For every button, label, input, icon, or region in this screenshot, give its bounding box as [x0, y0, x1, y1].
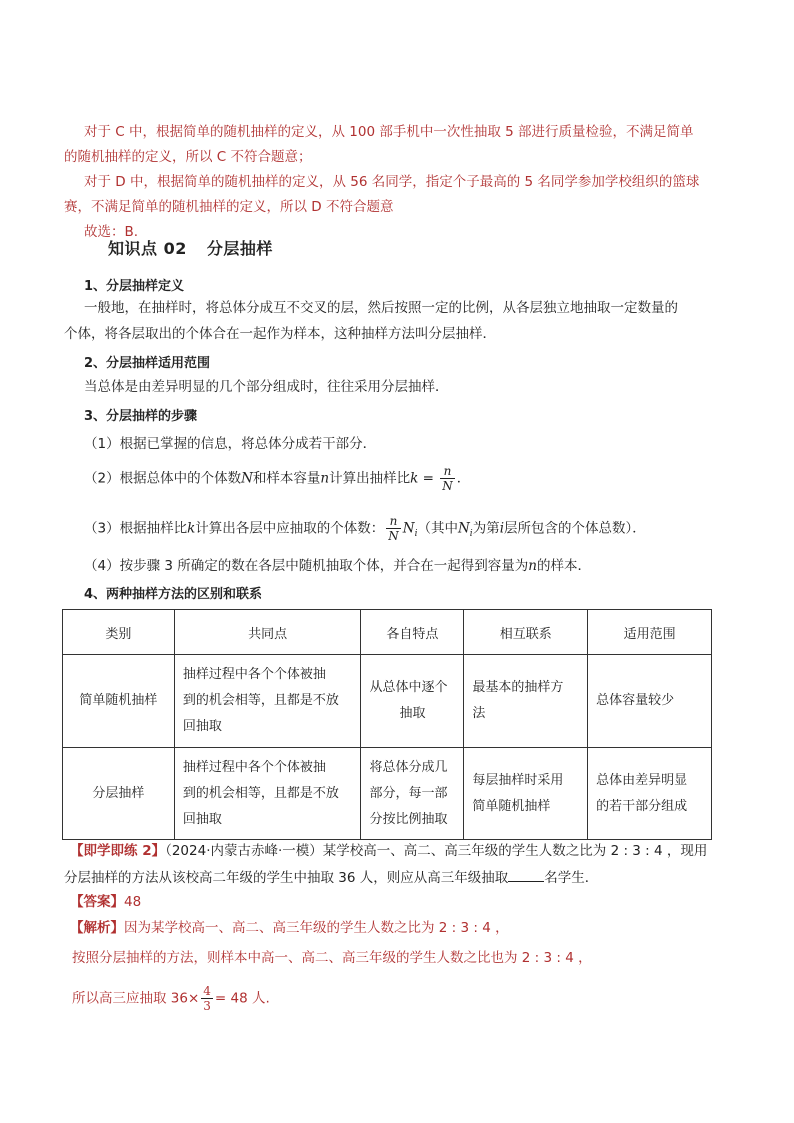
table-header: 各自特点: [361, 610, 464, 655]
intro-line-2: 的随机抽样的定义，所以 C 不符合题意；: [64, 149, 312, 165]
fraction-n-over-N: $\frac{n}{N}$: [442, 464, 453, 493]
sec3-title: 3、分层抽样的步骤: [84, 409, 198, 424]
intro-line-1: 对于 C 中，根据简单的随机抽样的定义，从 100 部手机中一次性抽取 5 部进行质量检验，不满足简单: [84, 124, 694, 140]
table-cell: 每层抽样时采用 简单随机抽样: [464, 748, 588, 840]
practice-line-2: 分层抽样的方法从该校高二年级的学生中抽取 36 人，则应从高三年级抽取 名学生．: [64, 870, 599, 886]
heading-index: 知识点 02: [108, 239, 187, 258]
answer-line: [70, 892, 740, 912]
sec4-title: 4、两种抽样方法的区别和联系: [84, 587, 263, 602]
answer-blank: [508, 869, 544, 882]
sec1-p2: 个体，将各层取出的个体合在一起作为样本，这种抽样方法叫分层抽样．: [64, 326, 496, 342]
sec3-step4: （4）按步骤 3 所确定的数在各层中随机抽取个体，并合在一起得到容量为n的样本．: [84, 558, 591, 574]
table-cell: 简单随机抽样: [63, 655, 175, 748]
table-header-row: [63, 610, 712, 655]
table-cell: 总体由差异明显 的若干部分组成: [588, 748, 712, 840]
analysis-tag: 【解析】: [70, 920, 124, 936]
section-heading: [108, 236, 273, 259]
fraction-n-over-N-2: $\frac{n}{N}$: [388, 514, 399, 543]
table-header: 类别: [63, 610, 175, 655]
heading-title: 分层抽样: [206, 239, 273, 258]
table-cell: 最基本的抽样方 法: [464, 655, 588, 748]
sec3-step1: （1）根据已掌握的信息，将总体分成若干部分．: [84, 436, 377, 452]
table-cell: 抽样过程中各个个体被抽 到的机会相等，且都是不放 回抽取: [174, 748, 361, 840]
sec3-step3: （3）根据抽样比k计算出各层中应抽取的个体数： $\frac{n}{N}$ $N_i$（其中$N_i$为第i层所包含的个体总数）．: [84, 514, 646, 543]
table-header: 共同点: [174, 610, 361, 655]
answer-value: 48: [124, 894, 142, 910]
analysis-line-2: 按照分层抽样的方法，则样本中高一、高二、高三年级的学生人数之比也为 2 : 3 : 4 ，: [72, 950, 592, 966]
sec2-title: 2、分层抽样适用范围: [84, 356, 211, 371]
table-cell: 将总体分成几 部分，每一部 分按比例抽取: [361, 748, 464, 840]
analysis-line-3: 所以高三应抽取 36× $\frac{4}{3}$ = 48 人.: [72, 984, 270, 1013]
sec3-step2: （2）根据总体中的个体数N和样本容量n计算出抽样比k = $\frac{n}{N}$ ．: [84, 464, 471, 493]
table-row: [63, 655, 712, 748]
sec2-p1: 当总体是由差异明显的几个部分组成时，往往采用分层抽样．: [84, 379, 449, 395]
table-cell: 从总体中逐个 抽取: [361, 655, 464, 748]
comparison-table: [62, 609, 712, 840]
table-cell: 抽样过程中各个个体被抽 到的机会相等，且都是不放 回抽取: [174, 655, 361, 748]
intro-line-3: 对于 D 中，根据简单的随机抽样的定义，从 56 名同学，指定个子最高的 5 名同学参加学校组织的篮球: [84, 174, 700, 190]
analysis-line-1: 【解析】因为某学校高一、高二、高三年级的学生人数之比为 2 : 3 : 4 ，: [70, 920, 509, 936]
table-header: 相互联系: [464, 610, 588, 655]
table-header: 适用范围: [588, 610, 712, 655]
fraction-4-over-3: $\frac{4}{3}$: [203, 984, 211, 1013]
table-cell: 总体容量较少: [588, 655, 712, 748]
practice-line-1: 【即学即练 2】（2024·内蒙古赤峰·一模）某学校高一、高二、高三年级的学生人数之比为 2 : 3 : 4 ，现用: [70, 843, 708, 859]
practice-tag: 【即学即练 2】: [70, 843, 166, 859]
table-cell: 分层抽样: [63, 748, 175, 840]
intro-line-4: 赛，不满足简单的随机抽样的定义，所以 D 不符合题意: [64, 199, 394, 215]
table-row: [63, 748, 712, 840]
answer-tag: 【答案】: [70, 894, 124, 910]
sec1-p1: 一般地，在抽样时，将总体分成互不交叉的层，然后按照一定的比例，从各层独立地抽取一定数量的: [84, 300, 678, 316]
sec1-title: 1、分层抽样定义: [84, 279, 185, 294]
intro-answer: 故选：B.: [84, 224, 139, 240]
